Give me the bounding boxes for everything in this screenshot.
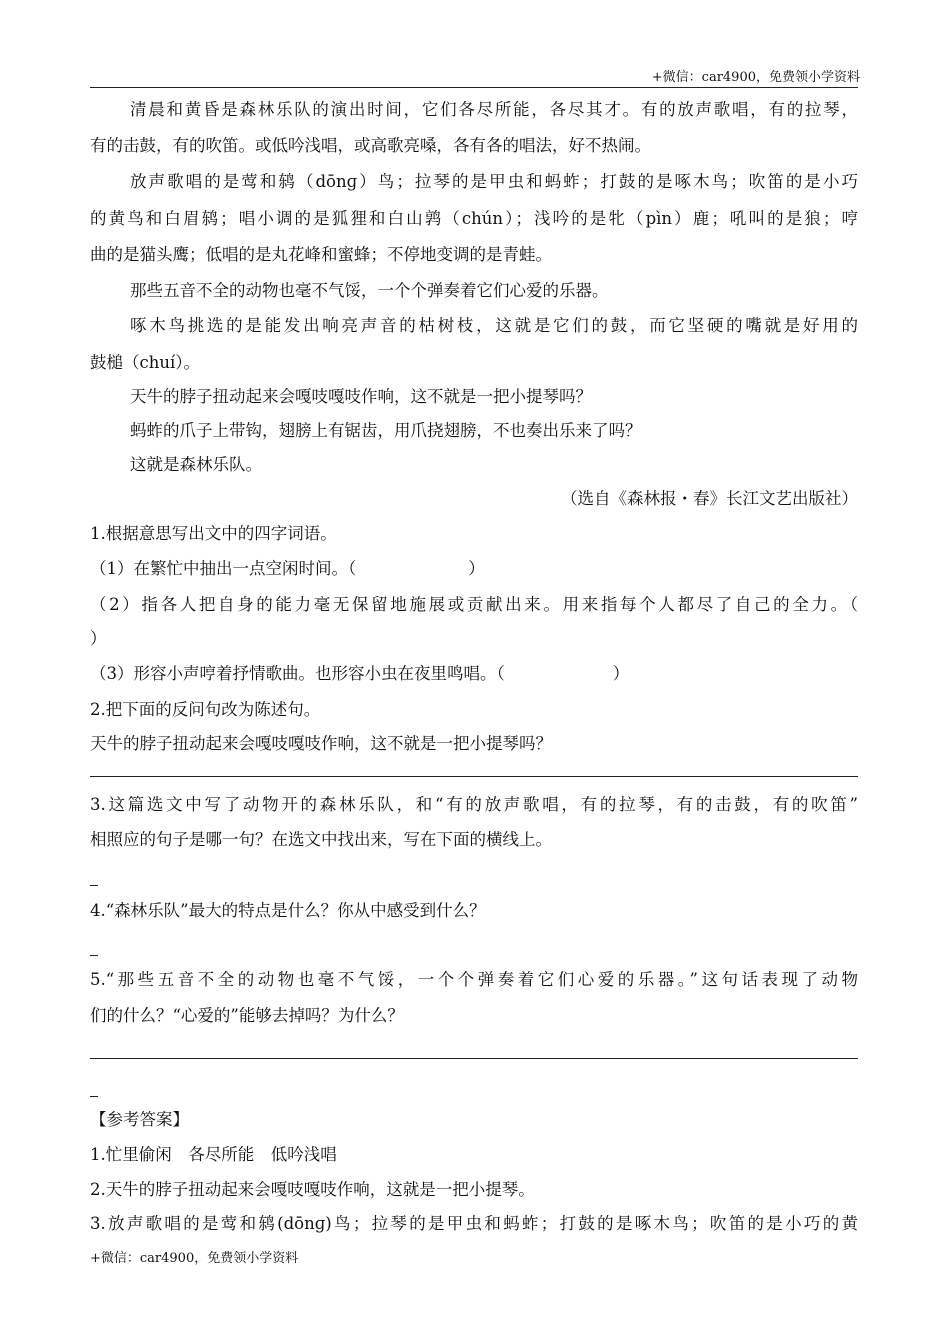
answers-heading: 【参考答案】 xyxy=(90,1110,189,1129)
passage-p3: 那些五音不全的动物也毫不气馁，一个个弹奏着它们心爱的乐器。 xyxy=(130,281,609,300)
passage-p4-line2: 鼓槌（chuí）。 xyxy=(90,353,201,372)
passage-p4-line1: 啄木鸟挑选的是能发出响亮声音的枯树枝，这就是它们的鼓，而它坚硬的嘴就是好用的 xyxy=(130,316,858,335)
question-2-sentence: 天牛的脖子扭动起来会嘎吱嘎吱作响，这不就是一把小提琴吗？ xyxy=(90,734,552,753)
question-1-1-close: ） xyxy=(468,559,485,578)
question-1: 1.根据意思写出文中的四字词语。 xyxy=(90,524,337,543)
answer-1: 1.忙里偷闲 各尽所能 低吟浅唱 xyxy=(90,1145,337,1164)
passage-p7: 这就是森林乐队。 xyxy=(130,455,262,474)
header-watermark: +微信：car4900，免费领小学资料 xyxy=(651,70,860,85)
passage-source: （选自《森林报・春》长江文艺出版社） xyxy=(561,489,858,508)
answer-line-4[interactable] xyxy=(90,955,98,956)
answer-line-3[interactable] xyxy=(90,885,98,886)
question-4: 4.“森林乐队”最大的特点是什么？你从中感受到什么？ xyxy=(90,901,486,920)
question-5-line1: 5.“那些五音不全的动物也毫不气馁，一个个弹奏着它们心爱的乐器。”这句话表现了动物 xyxy=(90,970,858,989)
question-2: 2.把下面的反问句改为陈述句。 xyxy=(90,700,321,719)
question-1-2: （2）指各人把自身的能力毫无保留地施展或贡献出来。用来指每个人都尽了自己的全力。（ xyxy=(90,595,858,614)
question-1-1 xyxy=(90,556,858,582)
header-rule xyxy=(90,87,858,88)
question-1-3-close: ） xyxy=(612,664,630,683)
passage-p1-line2: 有的击鼓，有的吹笛。或低吟浅唱，或高歌亮嗓，各有各的唱法，好不热闹。 xyxy=(90,136,651,155)
answer-3: 3.放声歌唱的是莺和鸫(dōnɡ)鸟；拉琴的是甲虫和蚂蚱；打鼓的是啄木鸟；吹笛的是小巧的黄 xyxy=(90,1214,858,1233)
passage-p2-line1: 放声歌唱的是莺和鸫（dōnɡ）鸟；拉琴的是甲虫和蚂蚱；打鼓的是啄木鸟；吹笛的是小巧 xyxy=(130,172,858,191)
answer-line-5b[interactable] xyxy=(90,1096,98,1097)
question-1-3 xyxy=(90,661,858,687)
answer-line-5a[interactable] xyxy=(90,1058,858,1059)
question-1-2-close: ） xyxy=(90,629,107,648)
passage-p5: 天牛的脖子扭动起来会嘎吱嘎吱作响，这不就是一把小提琴吗？ xyxy=(130,387,592,406)
footer-watermark: +微信：car4900，免费领小学资料 xyxy=(90,1251,299,1266)
passage-p2-line3: 曲的是猫头鹰；低唱的是丸花峰和蜜蜂；不停地变调的是青蛙。 xyxy=(90,245,552,264)
question-3-line1: 3.这篇选文中写了动物开的森林乐队，和“有的放声歌唱，有的拉琴，有的击鼓，有的吹笛” xyxy=(90,795,858,814)
question-1-3-text: （3）形容小声哼着抒情歌曲。也形容小虫在夜里鸣唱。（ xyxy=(90,664,505,683)
passage-p1-line1: 清晨和黄昏是森林乐队的演出时间，它们各尽所能，各尽其才。有的放声歌唱，有的拉琴， xyxy=(130,100,858,119)
passage-p2-line2: 的黄鸟和白眉鸫；唱小调的是狐狸和白山鹑（chún）；浅吟的是牝（pìn）鹿；吼叫的是狼；哼 xyxy=(90,209,858,228)
passage-p6: 蚂蚱的爪子上带钩，翅膀上有锯齿，用爪挠翅膀，不也奏出乐来了吗？ xyxy=(130,421,642,440)
answer-line-2[interactable] xyxy=(90,776,858,777)
question-3-line2: 相照应的句子是哪一句？在选文中找出来，写在下面的横线上。 xyxy=(90,830,552,849)
answer-2: 2.天牛的脖子扭动起来会嘎吱嘎吱作响，这就是一把小提琴。 xyxy=(90,1180,535,1199)
question-5-line2: 们的什么？“心爱的”能够去掉吗？为什么？ xyxy=(90,1006,404,1025)
question-1-1-text: （1）在繁忙中抽出一点空闲时间。（ xyxy=(90,559,357,578)
